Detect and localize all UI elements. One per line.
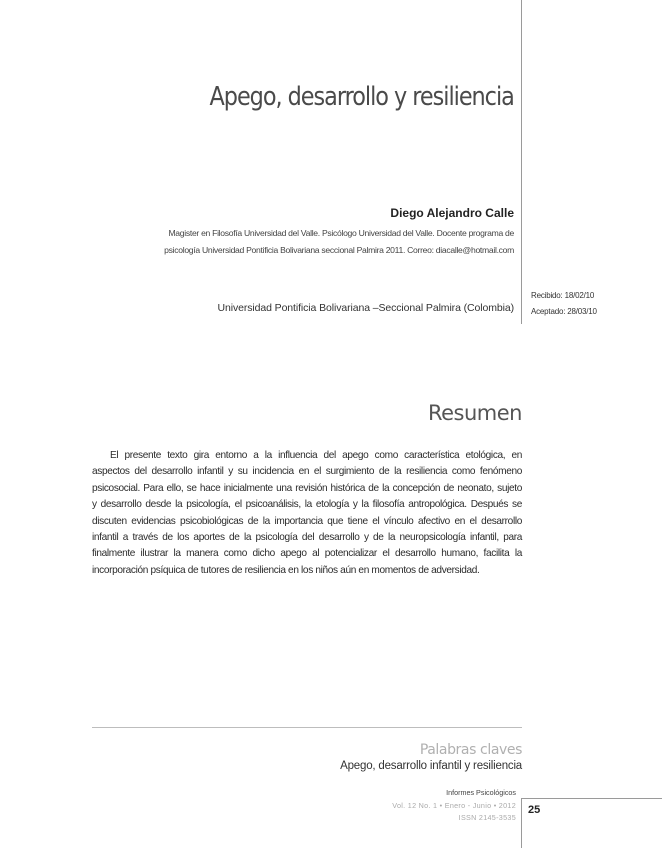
journal-issn: ISSN 2145-3535 bbox=[458, 813, 516, 822]
margin-rule-top bbox=[521, 0, 522, 324]
abstract-line: discuten evidencias psicobiológicas de la importancia que tiene el vínculo afectivo en el desarrollo bbox=[92, 515, 522, 527]
abstract-line: y desarrollo desde la psicología, el psicoanálisis, la etología y la filosofía antropológica. Después se bbox=[92, 499, 522, 511]
abstract-line: incorporación psíquica de tutores de resiliencia en los niños aún en momentos de adversidad. bbox=[92, 564, 480, 576]
article-title: Apego, desarrollo y resiliencia bbox=[209, 82, 514, 112]
footer-rule bbox=[521, 798, 662, 799]
affiliation-line: Magister en Filosofía Universidad del Valle. Psicólogo Universidad del Valle. Docente programa de bbox=[168, 228, 514, 238]
abstract-line: El presente texto gira entorno a la influencia del apego como característica etológica, en bbox=[110, 450, 522, 461]
article-dates bbox=[531, 288, 597, 320]
university-line: Universidad Pontificia Bolivariana –Seccional Palmira (Colombia) bbox=[217, 302, 514, 314]
author-name: Diego Alejandro Calle bbox=[390, 206, 514, 220]
keywords-heading: Palabras claves bbox=[419, 742, 522, 758]
author-affiliation bbox=[124, 225, 514, 259]
margin-rule-bottom bbox=[521, 798, 522, 848]
journal-name: Informes Psicológicos bbox=[446, 788, 516, 797]
abstract-line: finalmente ilustrar la manera como dicho apego al potencializar el desarrollo humano, facilita la bbox=[92, 548, 522, 560]
journal-volume: Vol. 12 No. 1 • Enero - Junio • 2012 bbox=[392, 801, 516, 810]
abstract-line: psicosocial. Para ello, se hace inicialmente una revisión histórica de la concepción de neonato, sujeto bbox=[92, 482, 522, 494]
accepted-date: Aceptado: 28/03/10 bbox=[531, 307, 597, 316]
affiliation-line: psicología Universidad Pontificia Bolivariana seccional Palmira 2011. Correo: diacalle@hotmail.com bbox=[164, 245, 514, 255]
abstract-heading: Resumen bbox=[427, 401, 522, 425]
abstract-line: aspectos del desarrollo infantil y su incidencia en el surgimiento de la resiliencia como fenómeno bbox=[92, 466, 522, 478]
abstract-body bbox=[92, 448, 522, 579]
keywords-text: Apego, desarrollo infantil y resiliencia bbox=[340, 760, 522, 772]
received-date: Recibido: 18/02/10 bbox=[531, 291, 595, 300]
abstract-line: infantil a través de los aportes de la psicología del desarrollo y de la neuropsicología infantil, para bbox=[92, 532, 522, 544]
page-number: 25 bbox=[528, 804, 541, 816]
section-divider bbox=[92, 727, 522, 728]
